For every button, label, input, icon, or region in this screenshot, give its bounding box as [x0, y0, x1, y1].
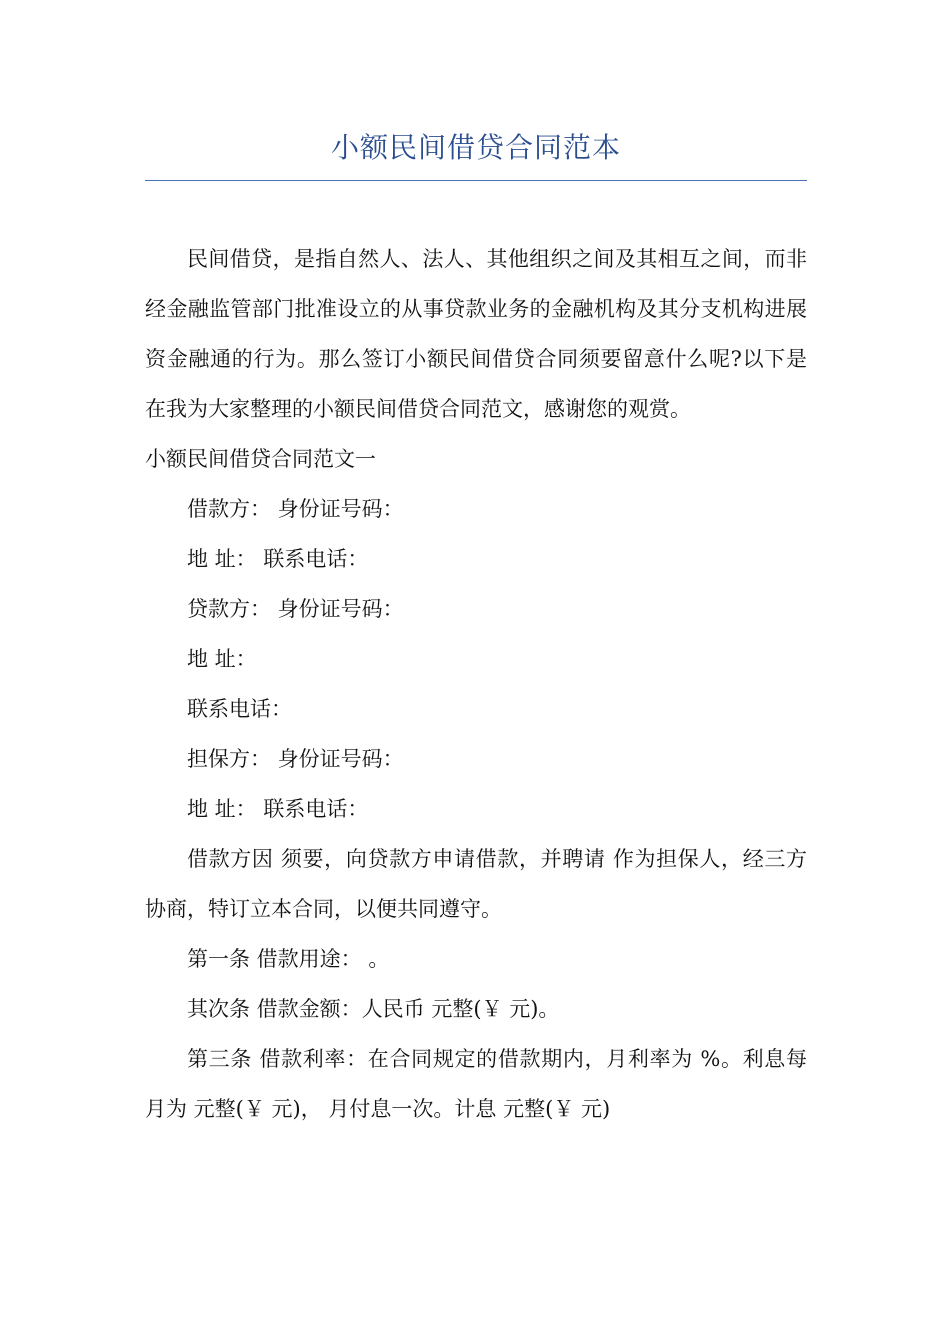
paragraph-preamble: 借款方因 须要，向贷款方申请借款，并聘请 作为担保人，经三方协商，特订立本合同，以便共同遵守。: [145, 847, 807, 921]
paragraph-borrower: 借款方： 身份证号码：: [187, 497, 404, 521]
document-body: [145, 234, 807, 1134]
paragraph-guarantor: 担保方： 身份证号码：: [187, 747, 404, 771]
document-title: 小额民间借贷合同范本: [330, 131, 621, 164]
paragraph-article-2: 其次条 借款金额：人民币 元整(￥ 元)。: [187, 997, 560, 1021]
paragraph-lender-address: 地 址：: [187, 647, 257, 671]
paragraph-article-1: 第一条 借款用途： 。: [187, 947, 390, 971]
paragraph-lender: 贷款方： 身份证号码：: [187, 597, 404, 621]
paragraph-borrower-address: 地 址： 联系电话：: [187, 547, 369, 571]
title-divider: [145, 180, 807, 181]
paragraph-guarantor-address: 地 址： 联系电话：: [187, 797, 369, 821]
paragraph-lender-phone: 联系电话：: [187, 697, 292, 721]
paragraph-intro: 民间借贷，是指自然人、法人、其他组织之间及其相互之间，而非经金融监管部门批准设立的从事贷款业务的金融机构及其分支机构进展资金融通的行为。那么签订小额民间借贷合同须要留意什么呢?以下是在我为大家整理的小额民间借贷合同范文，感谢您的观赏。: [145, 247, 807, 421]
paragraph-article-3: 第三条 借款利率：在合同规定的借款期内，月利率为 %。利息每月为 元整(￥ 元)， 月付息一次。计息 元整(￥ 元): [145, 1047, 807, 1121]
section-heading: 小额民间借贷合同范文一: [145, 447, 376, 471]
